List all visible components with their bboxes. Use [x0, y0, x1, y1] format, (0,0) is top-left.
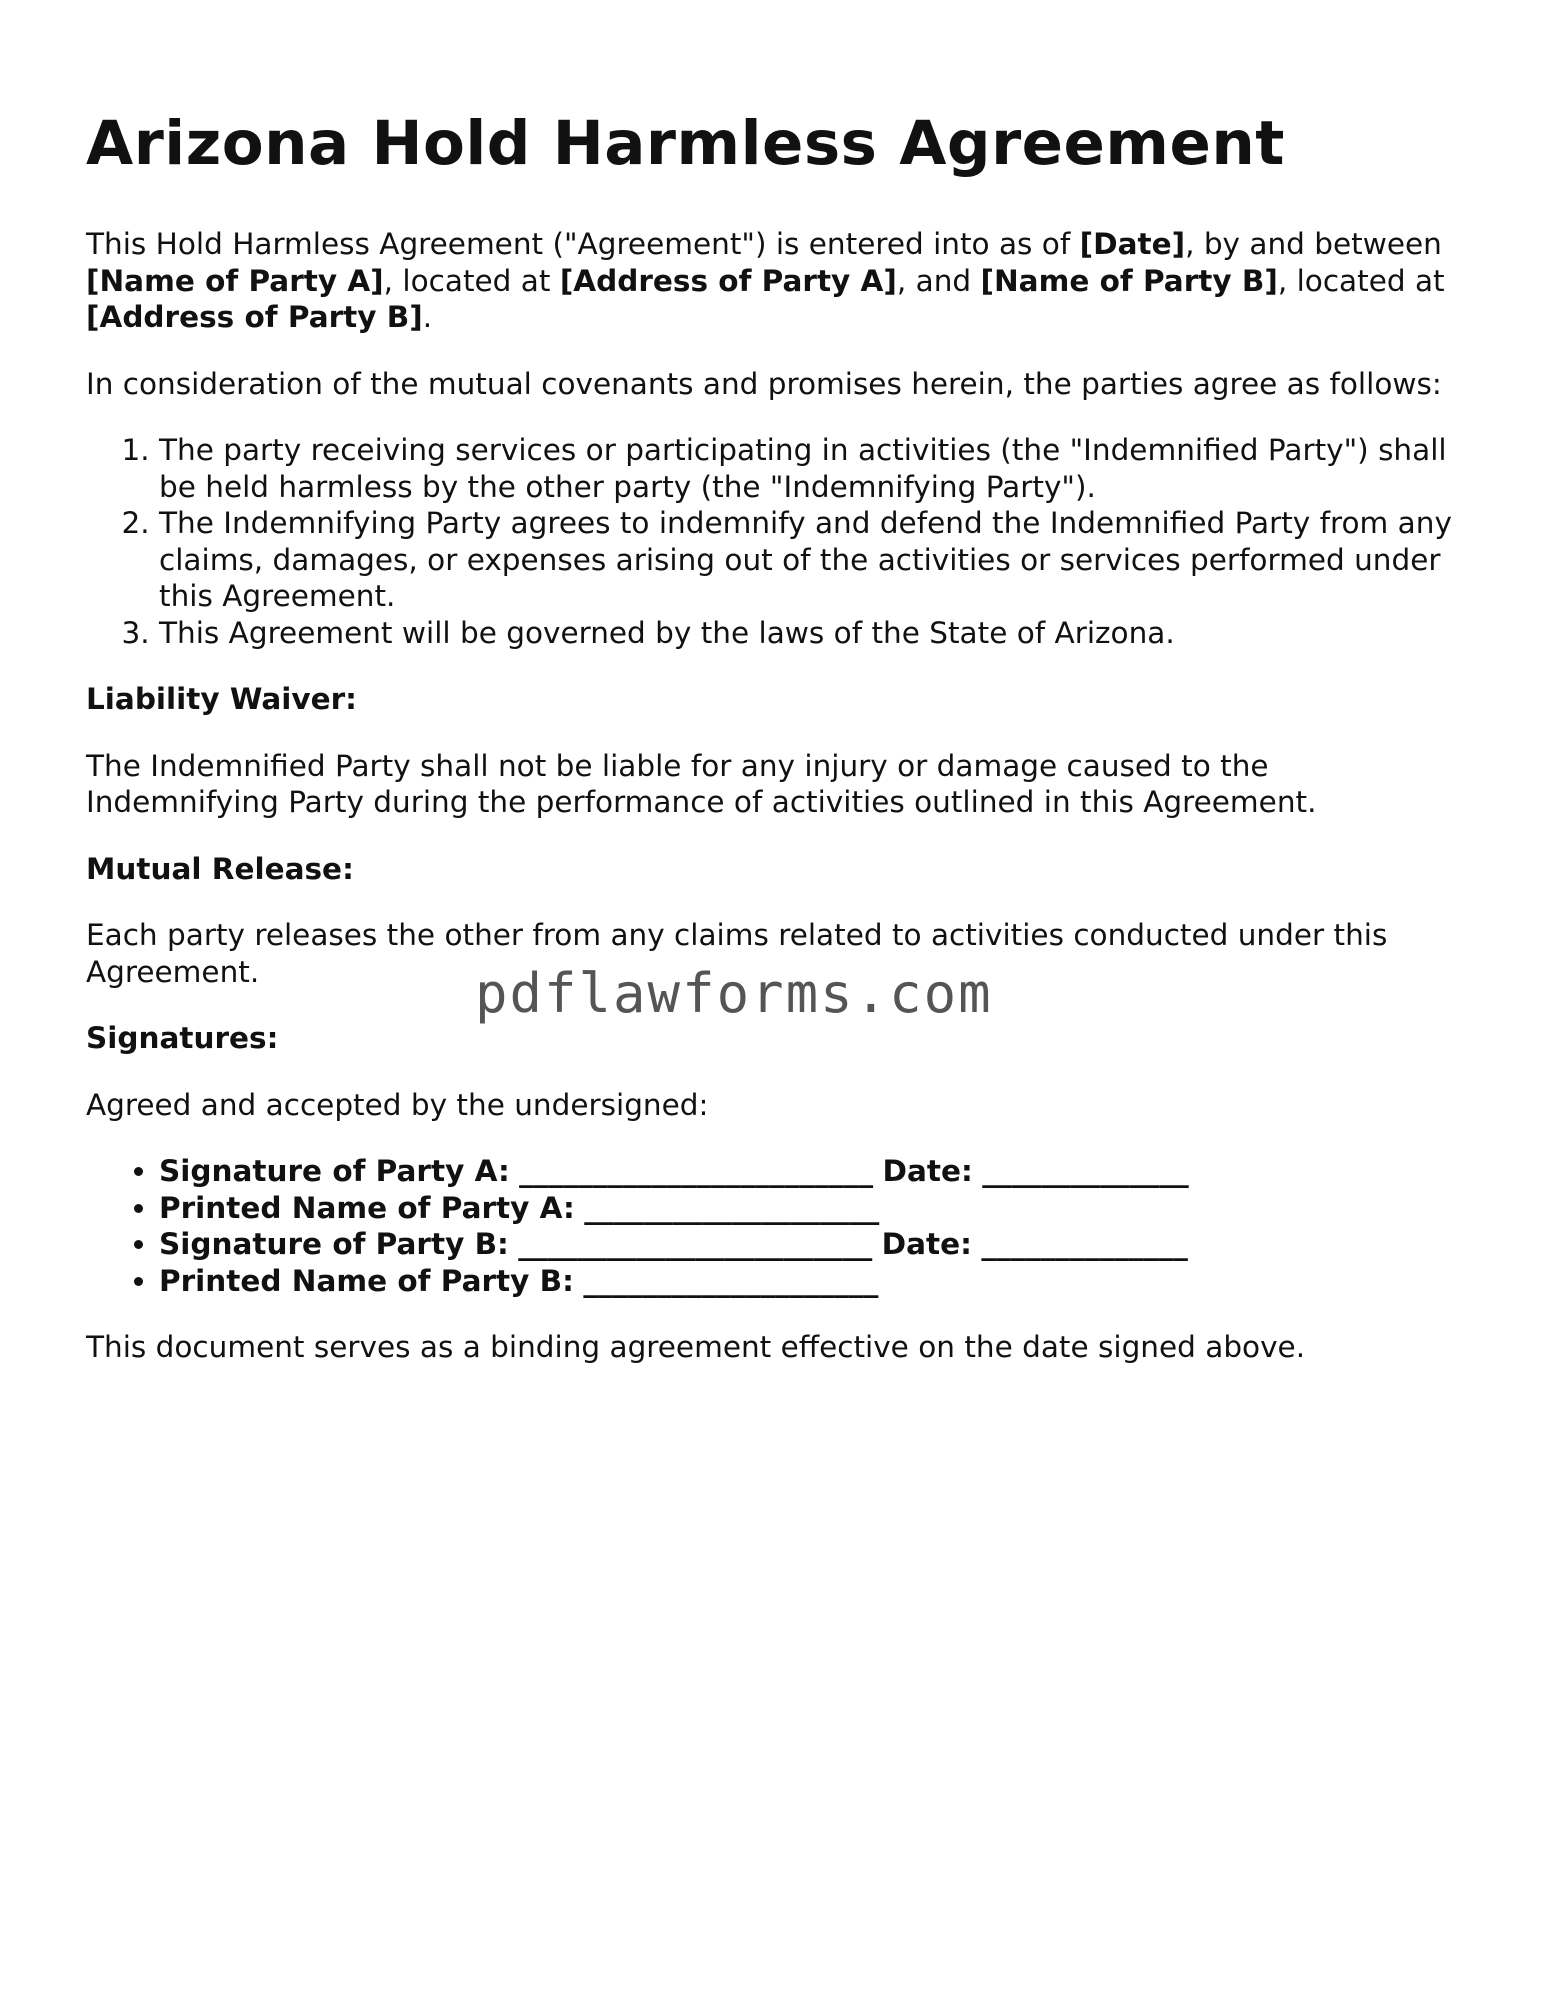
term-item: 2. The Indemnifying Party agrees to indemnify and defend the Indemnified Party from any claims, damages, or expenses arising out of the activities or services performed under this Agreement. [159, 505, 1466, 615]
date-b-field[interactable]: ______________ [981, 1227, 1188, 1261]
signatures-heading: Signatures: [86, 1021, 279, 1055]
party-b-address-placeholder: [Address of Party B] [86, 300, 423, 334]
date-b-label: Date: [881, 1227, 972, 1261]
printed-name-line-party-b [159, 1263, 1466, 1300]
term-item: 3. This Agreement will be governed by the laws of the State of Arizona. [159, 615, 1466, 652]
party-a-name-placeholder: [Name of Party A] [86, 263, 384, 298]
consideration-paragraph: In consideration of the mutual covenants and promises herein, the parties agree as follows: [86, 366, 1442, 401]
intro-paragraph [86, 226, 1466, 336]
mutual-release-heading: Mutual Release: [86, 851, 354, 886]
printed-name-a-field[interactable]: ____________________ [584, 1190, 880, 1225]
liability-waiver-heading: Liability Waiver: [86, 682, 357, 716]
signature-a-label: Signature of Party A: [159, 1154, 510, 1188]
party-b-name-placeholder: [Name of Party B] [980, 263, 1278, 298]
signature-list [86, 1153, 1466, 1299]
intro-text: , by and between [1185, 227, 1442, 261]
liability-waiver-text: The Indemnified Party shall not be liable for any injury or damage caused to the Indemnifying Party during the performance of activities outlined in this Agreement. [86, 748, 1317, 819]
intro-text: This Hold Harmless Agreement ("Agreement") is entered into as of [86, 227, 1080, 261]
document-page [86, 108, 1466, 1366]
mutual-release-text: Each party releases the other from any claims related to activities conducted under this Agreement. [86, 918, 1388, 989]
date-a-label: Date: [882, 1154, 973, 1188]
printed-name-line-party-a [159, 1190, 1466, 1227]
intro-text: . [422, 300, 433, 334]
printed-name-b-field[interactable]: ____________________ [583, 1263, 879, 1298]
printed-name-b-label: Printed Name of Party B: [159, 1263, 574, 1298]
date-placeholder: [Date] [1079, 227, 1186, 261]
closing-statement: This document serves as a binding agreement effective on the date signed above. [86, 1330, 1306, 1364]
intro-text: , and [896, 263, 981, 298]
signature-line-party-a [159, 1153, 1466, 1190]
signature-b-label: Signature of Party B: [159, 1227, 509, 1261]
signature-a-field[interactable]: ________________________ [519, 1154, 874, 1188]
signatures-intro: Agreed and accepted by the undersigned: [86, 1087, 709, 1122]
signature-b-field[interactable]: ________________________ [518, 1227, 873, 1261]
party-a-address-placeholder: [Address of Party A] [559, 263, 897, 298]
watermark: pdflawforms.com [475, 962, 993, 1025]
terms-list [86, 432, 1466, 651]
signature-line-party-b [159, 1226, 1466, 1263]
intro-text: , located at [1277, 263, 1445, 298]
printed-name-a-label: Printed Name of Party A: [159, 1190, 575, 1225]
term-item: 1. The party receiving services or participating in activities (the "Indemnified Party") shall be held harmless by the other party (the "Indemnifying Party"). [159, 432, 1466, 505]
date-a-field[interactable]: ______________ [982, 1154, 1189, 1188]
intro-text: , located at [383, 263, 560, 298]
document-title: Arizona Hold Harmless Agreement [86, 108, 1285, 179]
